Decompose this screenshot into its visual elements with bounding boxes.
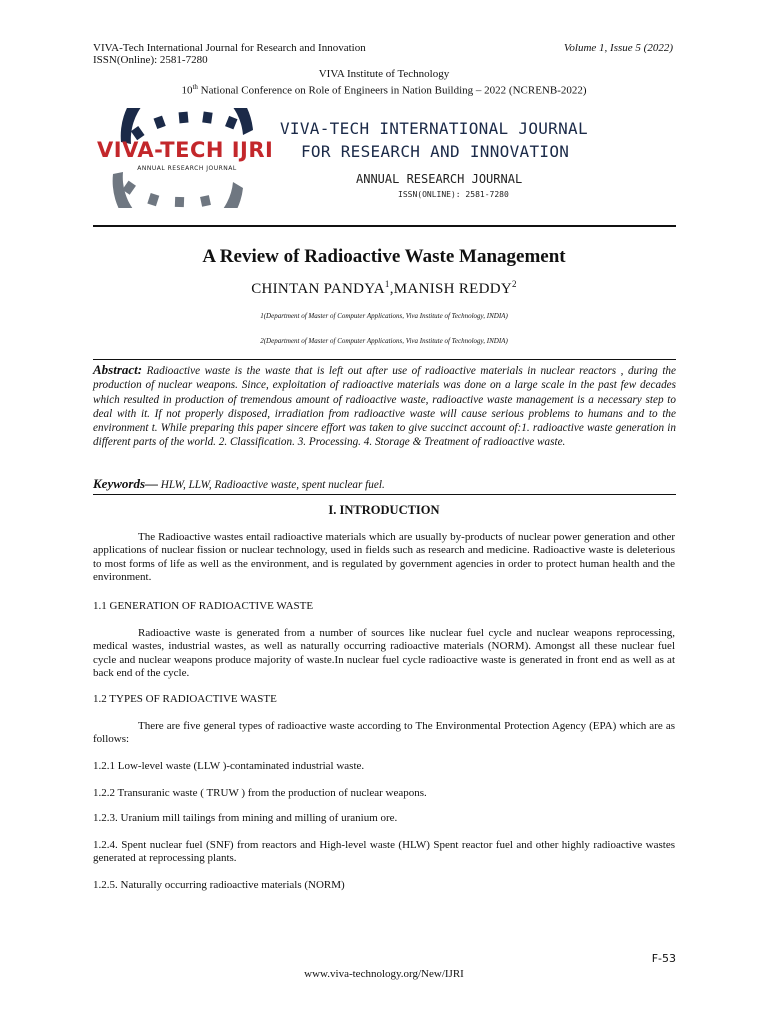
banner-issn: ISSN(ONLINE): 2581-7280 (398, 190, 509, 199)
page-number: F-53 (651, 952, 676, 965)
volume-issue: Volume 1, Issue 5 (2022) (563, 42, 673, 54)
paragraph-1-1: Radioactive waste is generated from a number of sources like nuclear fuel cycle and nuclear weapons reprocessing, medical wastes, industrial wastes, as well as naturally occurring radioactive materials (NORM). Amongst all these nuclear fuel cycle and nuclear weapons produce majority of waste.In nuclear fuel cycle radioactive waste is generated in front end as well as at back end of the cycle. (93, 627, 675, 679)
abstract-top-rule (93, 359, 676, 360)
journal-name-line1: VIVA-TECH INTERNATIONAL JOURNAL (280, 119, 588, 138)
logo-subtext: ANNUAL RESEARCH JOURNAL (137, 165, 237, 172)
conference-ordinal: 10 (181, 84, 193, 97)
logo-text: VIVA-TECH IJRI (97, 138, 274, 162)
author-2-affil: 2 (511, 279, 517, 289)
list-item: 1.2.4. Spent nuclear fuel (SNF) from reactors and High-level waste (HLW) Spent reactor fuel and other highly radioactive wastes generated at reprocessing plants. (93, 839, 675, 865)
conference-suffix: th (192, 83, 198, 91)
list-item: 1.2.3. Uranium mill tailings from mining and milling of uranium ore. (93, 812, 398, 824)
keywords-label: Keywords— (93, 476, 158, 491)
keywords-text: HLW, LLW, Radioactive waste, spent nuclear fuel. (158, 479, 385, 491)
affiliation-1: 1(Department of Master of Computer Applications, Viva Institute of Technology, INDIA) (260, 312, 508, 320)
running-header-left (93, 42, 366, 66)
author-2: MANISH REDDY (393, 281, 512, 297)
conference-rest: National Conference on Role of Engineers in Nation Building – 2022 (NCRENB-2022) (197, 84, 587, 97)
journal-line: VIVA-Tech International Journal for Research and Innovation (93, 42, 366, 54)
subsection-heading-1-1: 1.1 GENERATION OF RADIOACTIVE WASTE (93, 600, 314, 612)
issn-line: ISSN(Online): 2581-7280 (93, 54, 208, 66)
annual-research-journal: ANNUAL RESEARCH JOURNAL (356, 172, 523, 186)
author-separator: , (389, 281, 394, 297)
journal-banner (93, 108, 676, 220)
author-1: CHINTAN PANDYA (251, 281, 385, 297)
footer-url: www.viva-technology.org/New/IJRI (304, 968, 464, 980)
abstract-label: Abstract: (93, 362, 143, 377)
keywords-bottom-rule (93, 494, 676, 495)
paper-title: A Review of Radioactive Waste Management (202, 246, 566, 267)
conference-line (0, 81, 768, 98)
paper-authors (0, 279, 768, 298)
banner-divider (93, 225, 676, 227)
affiliation-2: 2(Department of Master of Computer Applications, Viva Institute of Technology, INDIA) (260, 337, 508, 345)
institute-name: VIVA Institute of Technology (318, 68, 450, 80)
keywords (93, 476, 676, 492)
abstract (93, 363, 676, 450)
list-item: 1.2.5. Naturally occurring radioactive materials (NORM) (93, 879, 345, 891)
list-item: 1.2.2 Transuranic waste ( TRUW ) from the production of nuclear weapons. (93, 787, 427, 799)
journal-name-line2: FOR RESEARCH AND INNOVATION (301, 142, 570, 161)
abstract-text: Radioactive waste is the waste that is left out after use of radioactive materials in nuclear reactors , during the production of nuclear weapons. Since, exploitation of radioactive materials was done on a large scale in the past few decades which resulted in production of tremendous amount of radioactive waste, radioactive waste management is a necessary step to deal with it. If not properly disposed, irradiation from radioactive waste will cause serious problems to humans and to the environment t. While preparing this paper sincere effort was taken to give succinct account of:1. radioactive waste generation in different parts of the world. 2. Classification. 3. Processing. 4. Storage & Treatment of radioactive waste. (93, 365, 676, 449)
list-item: 1.2.1 Low-level waste (LLW )-contaminated industrial waste. (93, 760, 365, 772)
intro-paragraph: The Radioactive wastes entail radioactive materials which are usually by-products of nuclear power generation and other applications of nuclear fission or nuclear technology, used in fields such as research and medicine. Radioactive waste is deleterious to most forms of life as well as the environment, and is regulated by government agencies in order to protect human health and the environment. (93, 531, 675, 583)
subsection-heading-1-2: 1.2 TYPES OF RADIOACTIVE WASTE (93, 693, 277, 705)
author-1-affil: 1 (384, 279, 390, 289)
section-title: I. INTRODUCTION (328, 503, 440, 517)
running-header-center (0, 68, 768, 98)
paragraph-1-2: There are five general types of radioactive waste according to The Environmental Protection Agency (EPA) which are as follows: (93, 720, 675, 746)
